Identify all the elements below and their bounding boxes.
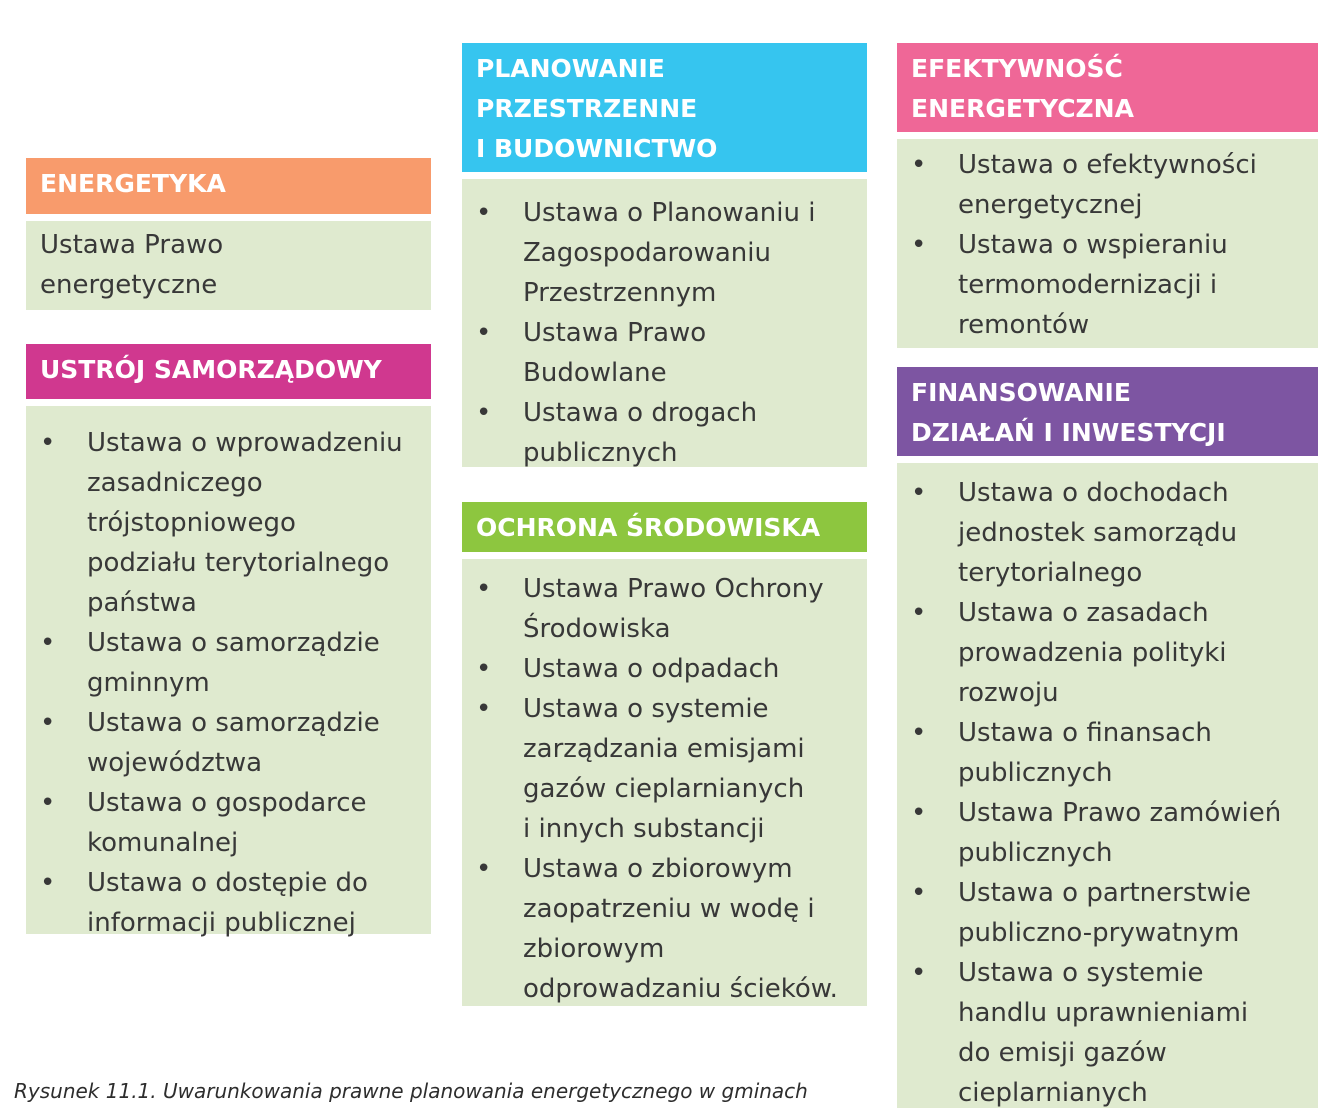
list-item-text: Ustawa o dostępie do informacji publicznej — [87, 868, 368, 938]
list-item — [462, 193, 867, 313]
list-item — [897, 713, 1318, 793]
bullet-icon: • — [911, 478, 927, 508]
ustroj-list — [26, 423, 431, 943]
list-item — [26, 623, 431, 703]
list-item — [897, 145, 1318, 225]
list-item — [897, 225, 1318, 345]
efektywnosc-block — [897, 43, 1318, 348]
figure-caption: Rysunek 11.1. Uwarunkowania prawne planowania energetycznego w gminach — [14, 1079, 808, 1103]
bullet-icon: • — [40, 428, 56, 458]
list-item-text: Ustawa o gospodarce komunalnej — [87, 788, 367, 858]
finansowanie-body — [897, 463, 1318, 1108]
ochrona-list — [462, 569, 867, 1009]
list-item — [897, 793, 1318, 873]
finansowanie-block — [897, 367, 1318, 1108]
finansowanie-header: FINANSOWANIE DZIAŁAŃ I INWESTYCJI — [897, 367, 1318, 456]
ochrona-block — [462, 502, 867, 1006]
list-item-text: Ustawa o partnerstwie publiczno-prywatnym — [958, 878, 1252, 948]
ustroj-header: USTRÓJ SAMORZĄDOWY — [26, 344, 431, 399]
bullet-icon: • — [911, 718, 927, 748]
list-item-text: Ustawa o finansach publicznych — [958, 718, 1212, 788]
bullet-icon: • — [911, 150, 927, 180]
list-item-text: Ustawa o systemie handlu uprawnieniami do emisji gazów cieplarnianych — [958, 958, 1249, 1108]
list-item-text: Ustawa Prawo Ochrony Środowiska — [523, 574, 824, 644]
list-item-text: Ustawa o samorządzie gminnym — [87, 628, 380, 698]
finansowanie-list — [897, 473, 1318, 1113]
list-item — [462, 313, 867, 393]
list-item — [26, 783, 431, 863]
bullet-icon: • — [476, 318, 492, 348]
bullet-icon: • — [476, 654, 492, 684]
list-item-text: Ustawa o wprowadzeniu zasadniczego trójstopniowego podziału terytorialnego państwa — [87, 428, 403, 618]
list-item-text: Ustawa o efektywności energetycznej — [958, 150, 1257, 220]
list-item — [26, 423, 431, 623]
bullet-icon: • — [911, 230, 927, 260]
planowanie-list — [462, 193, 867, 473]
planowanie-body — [462, 179, 867, 467]
list-item — [462, 569, 867, 649]
bullet-icon: • — [476, 574, 492, 604]
bullet-icon: • — [476, 854, 492, 884]
efektywnosc-header: EFEKTYWNOŚĆ ENERGETYCZNA — [897, 43, 1318, 132]
bullet-icon: • — [911, 958, 927, 988]
list-item-text: Ustawa o systemie zarządzania emisjami gazów cieplarnianych i innych substancji — [523, 694, 805, 844]
energetyka-header: ENERGETYKA — [26, 158, 431, 214]
ustroj-block — [26, 344, 431, 938]
ustroj-body — [26, 406, 431, 938]
ochrona-body — [462, 559, 867, 1006]
list-item-text: Ustawa o zasadach prowadzenia polityki rozwoju — [958, 598, 1227, 708]
list-item — [897, 873, 1318, 953]
list-item-text: Ustawa o samorządzie województwa — [87, 708, 380, 778]
list-item — [462, 393, 867, 473]
bullet-icon: • — [476, 694, 492, 724]
list-item-text: Ustawa o drogach publicznych — [523, 398, 758, 468]
list-item-text: Ustawa o odpadach — [523, 654, 780, 684]
list-item — [26, 703, 431, 783]
bullet-icon: • — [476, 398, 492, 428]
list-item-text: Ustawa o zbiorowym zaopatrzeniu w wodę i zbiorowym odprowadzaniu ścieków. — [523, 854, 838, 1004]
list-item-text: Ustawa o dochodach jednostek samorządu terytorialnego — [958, 478, 1238, 588]
efektywnosc-body — [897, 139, 1318, 348]
bullet-icon: • — [911, 598, 927, 628]
bullet-icon: • — [911, 798, 927, 828]
list-item-text: Ustawa Prawo zamówień publicznych — [958, 798, 1282, 868]
bullet-icon: • — [40, 708, 56, 738]
energetyka-block — [26, 158, 431, 310]
list-item — [462, 689, 867, 849]
ochrona-header: OCHRONA ŚRODOWISKA — [462, 502, 867, 552]
list-item — [26, 863, 431, 943]
energetyka-text: Ustawa Prawo energetyczne — [40, 230, 224, 300]
efektywnosc-list — [897, 145, 1318, 345]
bullet-icon: • — [40, 868, 56, 898]
bullet-icon: • — [40, 628, 56, 658]
energetyka-body — [26, 221, 431, 310]
list-item — [897, 473, 1318, 593]
bullet-icon: • — [911, 878, 927, 908]
planowanie-block — [462, 43, 867, 467]
planowanie-header: PLANOWANIE PRZESTRZENNE I BUDOWNICTWO — [462, 43, 867, 172]
list-item — [897, 953, 1318, 1113]
list-item — [897, 593, 1318, 713]
list-item — [462, 649, 867, 689]
bullet-icon: • — [476, 198, 492, 228]
list-item-text: Ustawa o Planowaniu i Zagospodarowaniu Przestrzennym — [523, 198, 816, 308]
list-item — [462, 849, 867, 1009]
bullet-icon: • — [40, 788, 56, 818]
list-item-text: Ustawa Prawo Budowlane — [523, 318, 707, 388]
list-item-text: Ustawa o wspieraniu termomodernizacji i remontów — [958, 230, 1228, 340]
